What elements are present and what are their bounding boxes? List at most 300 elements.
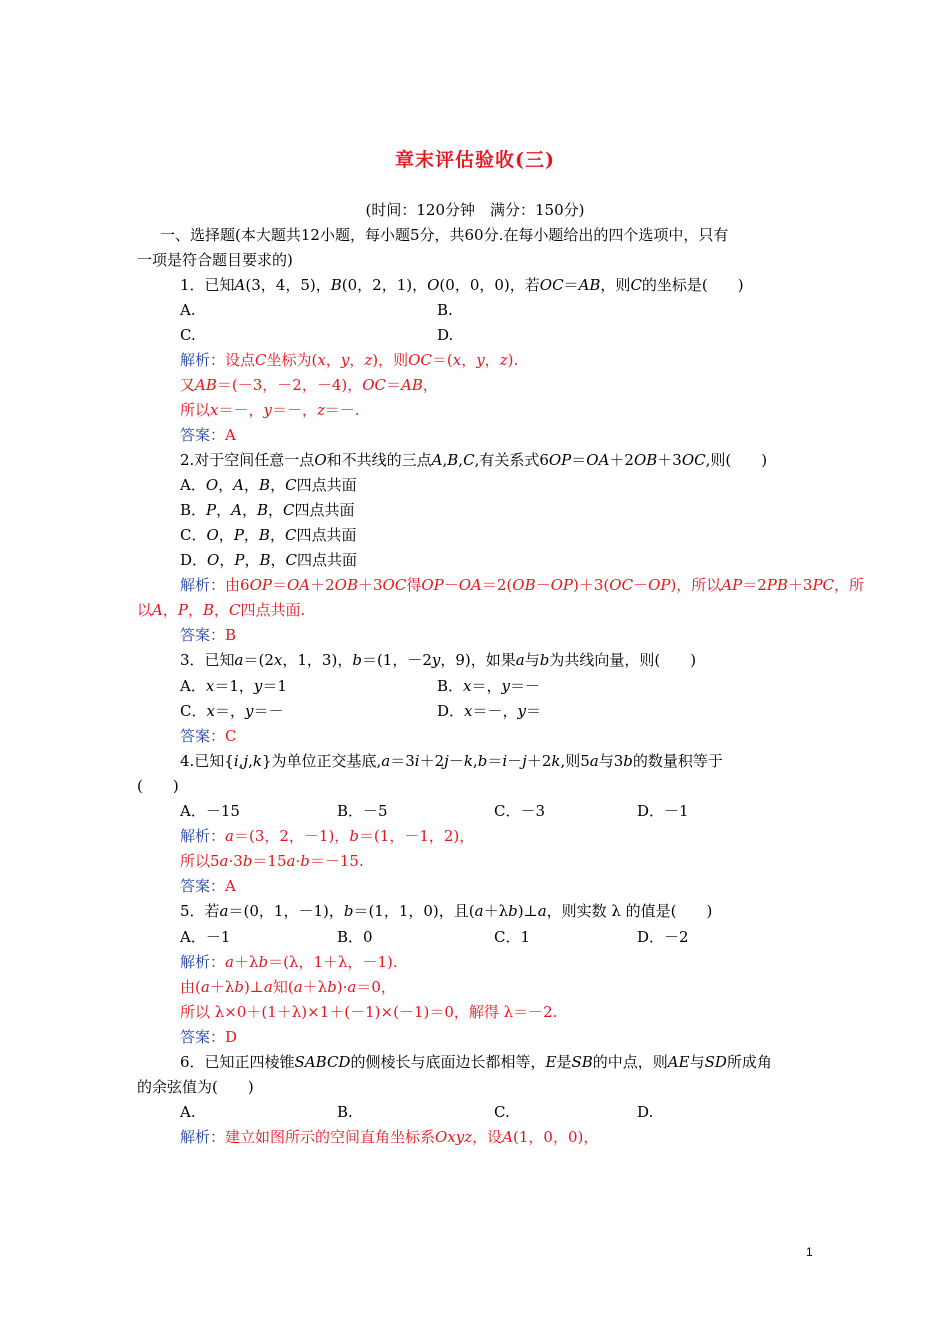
text-run: x [463,677,472,695]
text-run: OC [382,576,407,594]
text-line [637,1102,653,1122]
text-run: 设点 [225,351,256,369]
text-run: B [257,501,269,519]
text-run: 所成角 [726,1053,772,1071]
text-line [180,400,360,420]
text-line [180,625,236,645]
text-run: ＝(1，1，0)，且( [353,902,475,920]
text-line [180,525,356,545]
page-title: 章末评估验收(三) [395,149,555,171]
text-run: ， [218,526,234,544]
text-run: ,则5 [560,752,590,770]
text-run: ，9)，如果 [440,651,516,669]
text-run: ＋3 [787,576,813,594]
text-run: 的余弦值为( ) [137,1078,254,1096]
text-run: C [285,551,297,569]
text-line [180,325,196,345]
text-run: ). [507,351,519,369]
text-run: ， [241,501,257,519]
text-run: 5．若 [180,902,220,920]
text-run: ， [219,551,235,569]
text-run: x [317,351,326,369]
text-run: x [210,401,219,419]
text-run: b [349,827,359,845]
text-run: A [233,476,245,494]
text-run: 以 [137,601,153,619]
text-run: 建立如图所示的空间直角坐标系 [225,1128,436,1146]
text-run: B [259,476,271,494]
text-run: a [589,752,599,770]
text-line [180,952,398,972]
text-run: 6．已知正四棱锥 [180,1053,295,1071]
text-run: D. [637,1103,654,1121]
text-run: OP [648,576,671,594]
text-run: B． [180,501,207,519]
text-run: ＋λ [302,978,328,996]
text-run: － [443,576,459,594]
text-run: 答案： [180,1028,226,1046]
text-run: OA [586,451,610,469]
text-run: ＋2 [419,752,445,770]
text-line [494,1102,510,1122]
text-run: ， [484,351,500,369]
text-line [180,1052,772,1072]
text-run: ＋3 [357,576,383,594]
text-run: i [502,752,508,770]
text-run: a [381,752,391,770]
text-run: SABCD [294,1053,351,1071]
text-run: 解析： [180,351,226,369]
text-run: B [225,626,237,644]
text-run: 四点共面 [296,526,357,544]
text-run: ＝( [431,351,453,369]
text-run: ，设 [472,1128,503,1146]
text-run: ， [268,501,284,519]
text-run: ＝(2 [243,651,274,669]
text-run: A. [180,301,196,319]
text-run: a [219,852,229,870]
text-run: PC [812,576,835,594]
text-line [180,550,357,570]
text-run: 解析： [180,953,226,971]
text-run: O [427,276,440,294]
text-run: , [458,451,464,469]
text-run: 答案： [180,626,226,644]
text-run: 所以 λ×0＋(1＋λ)×1＋(－1)×(－1)＝0，解得 λ＝－2. [180,1003,558,1021]
text-run: ， [214,601,230,619]
text-run: OC [609,576,634,594]
text-line [437,701,541,721]
text-run: z [499,351,508,369]
text-run: ( ) [137,777,179,795]
text-run: A [502,1128,514,1146]
text-run: ＋2 [526,752,552,770]
text-line [180,375,438,395]
text-run: C [225,727,237,745]
text-run: x [464,702,473,720]
text-run: ＝－， [218,401,264,419]
text-run: ＝(3，2，－1)， [233,827,350,845]
text-run: b [234,978,244,996]
text-run: C [229,601,241,619]
text-run: ＋λ [233,953,259,971]
text-run: ,则( ) [705,451,768,469]
text-run: OP [421,576,444,594]
text-run: x [205,677,215,695]
exam-info: (时间：120分钟 满分：150分) [365,201,585,219]
text-run: D． [180,551,208,569]
text-line [437,300,453,320]
text-run: , [442,451,448,469]
text-run: 4.已知{ [180,752,234,770]
text-run: i [414,752,420,770]
text-run: C [283,501,295,519]
text-run: ＝－ [510,677,541,695]
text-run: D. [437,326,454,344]
text-run: 解析： [180,827,226,845]
text-run: , [238,752,244,770]
text-run: D [225,1028,238,1046]
text-run: a [219,902,229,920]
text-run: 2.对于空间任意一点 [180,451,315,469]
text-run: 是 [556,1053,572,1071]
text-run: B [447,451,459,469]
text-run: 得 [406,576,422,594]
page-number: 1 [806,1245,813,1259]
text-run: 四点共面 [297,551,358,569]
text-run: k [252,752,262,770]
text-run: ＝(0，1，－1)， [228,902,344,920]
text-run: ＝(λ，1＋λ，－1). [268,953,398,971]
text-run: B [330,276,342,294]
text-run: SD [704,1053,727,1071]
text-run: a [200,978,210,996]
text-run: a [286,852,296,870]
text-run: C. [180,326,196,344]
text-run: 的中点，则 [592,1053,668,1071]
text-run: ＝(1，－2 [361,651,432,669]
text-run: 答案： [180,877,226,895]
text-line [180,801,240,821]
text-run: ＝－15. [309,852,364,870]
text-run: OP [550,576,574,594]
text-run: a [293,978,303,996]
text-run: B [258,526,270,544]
text-line [337,801,388,821]
text-run: a [347,978,357,996]
text-run: P [233,526,244,544]
text-line [337,927,373,947]
text-run: P [206,501,217,519]
text-run: ＝0， [356,978,396,996]
text-run: ， [270,476,286,494]
text-run: AB [401,376,423,394]
text-run: a [234,651,244,669]
text-run: ， [244,476,260,494]
text-run: ,有关系式6 [474,451,549,469]
text-line [137,1077,254,1097]
text-run: A. [180,1103,196,1121]
text-run: 一、选择题(本大题共12小题，每小题5分，共60分.在每小题给出的四个选项中，只有 [160,226,729,244]
text-run: C． [180,702,207,720]
text-run: b [623,752,633,770]
text-run: ＝ [571,451,587,469]
text-run: ＋2 [310,576,335,594]
text-run: ＝(1，－1，2)， [358,827,475,845]
text-run: ， [187,601,203,619]
text-run: 解析： [180,1128,226,1146]
text-run: y [263,401,272,419]
text-run: ＝1 [262,677,287,695]
text-run: A [152,601,163,619]
text-run: 为共线向量，则( ) [549,651,697,669]
text-run: A [431,451,443,469]
text-run: OP [249,576,272,594]
text-run: OB [512,576,536,594]
text-run: ＝ [271,576,287,594]
text-line [637,927,689,947]
text-run: ＝2 [742,576,767,594]
text-line [494,801,545,821]
text-run: AP [721,576,743,594]
text-run: ， [216,501,232,519]
text-line [180,500,355,520]
text-run: 与3 [598,752,624,770]
text-run: ＝， [471,677,502,695]
text-run: ＝2( [481,576,513,594]
text-run: ＝ [563,276,579,294]
text-run: O [314,451,327,469]
text-run: 和不共线的三点 [326,451,432,469]
text-run: z [364,351,373,369]
text-run: b [539,651,550,669]
text-run: ，1，3)， [282,651,353,669]
text-line [180,575,864,595]
text-line [180,450,767,470]
text-run: AB [578,276,601,294]
text-line [437,325,453,345]
text-run: (0，2，1)， [341,276,428,294]
text-line [180,475,357,495]
text-run: b [343,902,354,920]
text-run: 由6 [225,576,250,594]
text-run: A [231,501,242,519]
text-run: PB [766,576,788,594]
text-line [180,876,236,896]
text-run: i [233,752,239,770]
text-run: C [630,276,642,294]
text-run: 又 [180,376,196,394]
text-line [180,676,287,696]
text-run: ＝ [386,376,402,394]
text-run: 坐标为( [266,351,318,369]
text-line [494,927,530,947]
text-line [180,826,474,846]
text-run: ＝3 [390,752,415,770]
text-run: , [472,752,478,770]
text-run: 3．已知 [180,651,235,669]
text-line [180,901,712,921]
text-run: ＝－ [253,702,284,720]
text-run: ， [269,526,285,544]
text-run: 的侧棱长与底面边长都相等， [350,1053,546,1071]
text-line [180,275,744,295]
text-line [137,250,293,270]
text-run: OB [334,576,358,594]
text-run: OA [458,576,482,594]
text-run: O [206,526,219,544]
text-run: a [263,978,273,996]
text-run: 由( [180,978,201,996]
text-line [180,1102,196,1122]
text-run: ， [243,526,259,544]
text-run: － [633,576,649,594]
text-run: AE [667,1053,690,1071]
text-run: b [477,752,488,770]
text-run: y [340,351,350,369]
text-run: 答案： [180,727,226,745]
text-line [180,726,237,746]
text-run: ＋2 [609,451,634,469]
text-run: j [243,752,249,770]
text-run: OB [633,451,658,469]
text-run: b [508,902,518,920]
text-run: 一项是符合题目要求的) [137,251,293,269]
text-run: D．－1 [637,802,689,820]
text-line [137,600,305,620]
text-run: OC [362,376,386,394]
text-run: ＋λ [483,902,509,920]
text-run: a [225,827,234,845]
text-run: B. [337,1103,353,1121]
text-run: (3，4，5)， [245,276,331,294]
text-run: ·3 [228,852,243,870]
text-run: P [234,551,245,569]
text-run: a [225,953,234,971]
text-line [180,851,364,871]
text-run: 所以5 [180,852,220,870]
text-run: )⊥ [517,902,538,920]
text-run: A [225,877,236,895]
text-run: C [285,476,297,494]
text-run: b [300,852,310,870]
text-run: － [535,576,551,594]
text-run: 四点共面. [240,601,306,619]
text-run: D．－2 [637,928,689,946]
text-run: ＝ [487,752,503,770]
text-run: A． [180,677,206,695]
text-run: ， [244,551,260,569]
text-run: ＝， [214,702,245,720]
text-run: P [177,601,188,619]
text-run: C. [494,1103,510,1121]
text-run: E [545,1053,557,1071]
text-run: y [244,702,254,720]
text-run: y [517,702,526,720]
text-line [160,225,728,245]
text-run: ＋λ [209,978,235,996]
text-run: A．－15 [180,802,240,820]
text-line [137,776,179,796]
text-run: B． [437,677,464,695]
text-run: OC [681,451,706,469]
text-run: ， [162,601,178,619]
text-run: )，所以 [670,576,722,594]
text-run: D． [437,702,465,720]
text-run: a [515,651,525,669]
text-line [180,927,230,947]
text-run: 的数量积等于 [632,752,723,770]
text-run: ＝15 [252,852,287,870]
text-run: ，则 [600,276,631,294]
text-run: x [452,351,462,369]
text-run: B [202,601,215,619]
text-run: O [207,551,220,569]
text-run: }为单位正交基底, [261,752,382,770]
text-run: OA [286,576,311,594]
text-run: ＋3 [657,451,682,469]
text-run: j [444,752,449,770]
text-run: j [522,752,527,770]
text-run: )· [336,978,348,996]
text-line [180,1002,557,1022]
text-run: a [474,902,484,920]
text-run: 1．已知 [180,276,235,294]
text-run: O [205,476,219,494]
text-line [637,801,689,821]
text-run: C．1 [494,928,531,946]
text-run: A． [180,476,206,494]
text-run: C． [180,526,207,544]
text-run: x [273,651,283,669]
text-run: C．－3 [494,802,546,820]
text-run: 知( [272,978,294,996]
text-run: ， [325,351,341,369]
text-run: 与 [689,1053,705,1071]
text-run: Oxyz [435,1128,473,1146]
text-run: (1，0，0)， [513,1128,599,1146]
text-line [180,300,196,320]
text-run: B．0 [337,928,373,946]
text-run: 所以 [180,401,211,419]
text-run: OC [408,351,432,369]
text-run: a [537,902,547,920]
text-run: ， [349,351,365,369]
text-run: OP [548,451,572,469]
text-run: )，则 [372,351,409,369]
text-run: y [476,351,485,369]
text-run: － [448,752,464,770]
text-run: 与 [524,651,540,669]
text-run: C [255,351,267,369]
text-line [437,676,540,696]
text-run: 解析： [180,576,226,594]
text-run: b [242,852,253,870]
text-run: ， [270,551,286,569]
text-line [180,751,723,771]
text-run: b [327,978,337,996]
text-line [180,650,696,670]
text-run: 的坐标是( ) [641,276,744,294]
text-line [180,1027,237,1047]
text-run: 四点共面 [294,501,355,519]
text-run: ＝－. [324,401,360,419]
text-run: )⊥ [243,978,264,996]
text-run: (0，0，0)，若 [439,276,540,294]
text-run: ＝－， [472,702,518,720]
text-run: y [253,677,263,695]
text-run: SB [571,1053,593,1071]
